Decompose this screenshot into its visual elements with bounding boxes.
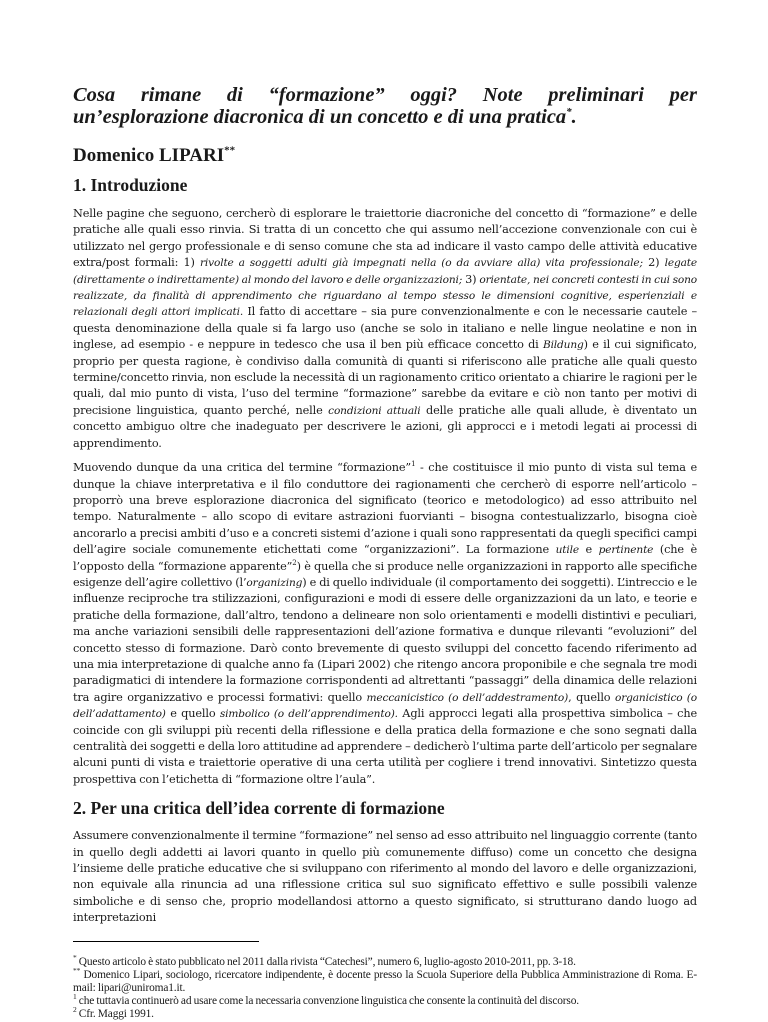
italic-run: orientate, nei concreti contesti in cui sono realizzate, da finalità di apprendimento che riguardano al tempo stesso le dimensioni cognitive, esperienziali e relazionali degli attori implicati. [73,273,698,319]
text-run: e quello [165,707,220,721]
text-run: Agli approcci legati alla prospettiva simbolica – che coincide con gli sviluppi più recenti della riflessione e della pratica della formazione e che sono segnati dalla centralità dei soggetti e della loro attitudine ad apprendere – dedicherò l’ultima parte dell’articolo per segnalare alcuni punti di vista e traiettorie operative di una certa utilità per cogliere i trend innovativi. Sintetizzo questa prospettiva con l’etichetta di “formazione oltre l’aula”. [73,707,697,786]
paragraph-2 [73,460,697,788]
footnote-separator [73,941,259,942]
italic-run: organizing [246,576,303,589]
title-word: oggi? [410,84,458,106]
text-run: Muovendo dunque da una critica del termine “formazione” [73,461,412,475]
paragraph-1 [73,206,697,452]
footnote-4 [73,1005,697,1021]
italic-run: organicistico (o dell’adattamento) [73,691,697,721]
italic-run: Bildung [542,339,584,352]
footnote-ref-1[interactable]: 1 [411,460,416,469]
text-run: ) e il cui significato, proprio per questa ragione, è condiviso dalla comunità di quanti si riferiscono alle pratiche alle quali questo termine/concetto rinvia, non esclude la necessità di un ragionamento critico orientato a chiarire le ragioni per le quali, dal mio punto di vista, l’uso del termine “formazione” sarebbe da evitare e ciò non tanto per motivi di precisione linguistica, quanto perché, nelle [73,338,697,417]
footnote-3 [73,992,697,1008]
text-run: 2) [642,256,665,270]
title-word: di [226,84,243,106]
footnote-text: Cfr. Maggi 1991. [76,1008,154,1021]
document-page [73,84,697,1022]
author-footnote-mark[interactable]: ** [224,144,236,157]
section-2-heading: 2. Per una critica dell’idea corrente di formazione [73,798,445,819]
title-footnote-mark[interactable]: * [566,106,572,119]
text-run: ) è quella che si produce nelle organizzazioni in rapporto alle specifiche esigenze dell’agire collettivo (l’ [73,559,697,589]
footnote-text: Questo articolo è stato pubblicato nel 2011 dalla rivista “Catechesi”, numero 6, luglio-agosto 2010-2011, pp. 3-18. [76,955,576,968]
author-text: Domenico LIPARI [73,145,225,166]
text-run: ) e di quello individuale (il comportamento dei soggetti). L’intreccio e le influenze reciproche tra stilizzazioni, configurazioni e modi di essere delle organizzazioni da un lato, e teorie e pratiche della formazione, dall’altro, tendono a delineare non solo orientamenti e modelli distintivi e peculiari, ma anche variazioni sensibili delle rappresentazioni dell’azione formativa e dunque rilevanti “evoluzioni” del concetto stesso di formazione. Darò conto brevemente di questo sviluppi del concetto facendo riferimento ad una mia interpretazione di qualche anno fa (Lipari 2002) che ritengo ancora proponibile e che segnala tre modi paradigmatici di intendere la formazione corrispondenti ad altrettanti “passaggi” della dinamica delle relazioni tra agire organizzativo e processi formativi: quello [73,575,697,704]
italic-run: meccanicistico (o dell’addestramento) [366,691,569,704]
text-run: delle pratiche alle quali allude, è diventato un concetto ambiguo oltre che inadeguato per descrivere le azioni, gli approcci e i metodi legati ai processi di apprendimento. [73,403,698,450]
footnote-ref-2[interactable]: 2 [292,558,297,567]
text-run: , quello [568,690,615,704]
author-name [73,145,697,167]
footnote-mark: * [73,952,77,962]
footnote-mark: 1 [73,992,77,1002]
title-word: preliminari [548,84,644,106]
italic-run: legate (direttamente o indirettamente) al mondo del lavoro e delle organizzazioni; [73,257,697,286]
title-word: per [669,84,697,106]
paragraph-3: Assumere convenzionalmente il termine “formazione” nel senso ad esso attribuito nel linguaggio corrente (tanto in quello degli addetti ai lavori quanto in quello più comunemente diffuso) come un concetto che designa l’insieme delle pratiche educative che si sviluppano con riferimento al mondo del lavoro e delle organizzazioni, non equivale alla rinuncia ad una riflessione critica sul suo significato effettivo e sulle possibili valenze simboliche e di senso che, proprio modellandosi attorno a questo significato, si strutturano dando luogo ad interpretazioni [73,829,697,925]
italic-run: simbolico (o dell’apprendimento). [219,708,398,721]
footnotes [73,952,697,1022]
text-run: Il fatto di accettare – sia pure convenzionalmente e con le necessarie cautele – questa denominazione della quale si fa largo uso (anche se solo in italiano e nelle lingue neolatine e non in inglese, ad esempio - e neppure in tedesco che usa il ben più efficace concetto di [73,305,697,352]
footnote-2 [73,966,697,995]
footnote-1 [73,952,697,969]
footnote-text: che tuttavia continuerò ad usare come la necessaria convenzione linguistica che consente la continuità del discorso. [76,995,579,1008]
title-word: Cosa [73,84,116,106]
text-run: Nelle pagine che seguono, cercherò di esplorare le traiettorie diacroniche del concetto di “formazione” e delle pratiche alle quali esso rinvia. Si tratta di un concetto che qui assumo nell’accezione convenzionale con cui è utilizzato nel gergo professionale e di senso comune che sta ad indicare il vasto campo delle attività educative extra/post formali: 1) [73,207,697,270]
title-word: Note [482,84,523,106]
title-period: . [571,106,577,128]
italic-run: utile [555,544,579,557]
title-line-2 [73,106,577,128]
text-run: - che costituisce il mio punto di vista sul tema e dunque la chiave interpretativa e il filo conduttore dei ragionamenti che cercherò di esporre nell’articolo – proporrò una breve esplorazione diacronica del significato (teorico e metodologico) ad esso attribuito nel tempo. Naturalmente – allo scopo di evitare astrazioni fuorvianti – bisogna contestualizzarlo, bisogna cioè ancorarlo a precisi ambiti d’uso e a concreti sistemi d’azione i quali sono rappresentati da quegli specifici campi dell’agire sociale comunemente etichettati come “organizzazioni”. La formazione [73,461,697,557]
paragraph-gap [73,452,697,460]
section-1-heading: 1. Introduzione [73,175,188,195]
footnote-mark: ** [73,966,81,976]
italic-run: rivolte a soggetti adulti già impegnati nella (o da avviare alla) vita professionale; [199,257,643,270]
text-run: 3) [462,272,480,286]
footnote-text: Domenico Lipari, sociologo, ricercatore indipendente, è docente presso la Scuola Superiore della Pubblica Amministrazione di Roma. E-mail: lipari@uniroma1.it. [73,968,697,995]
article-title [73,84,697,128]
text-run: e [578,543,599,557]
italic-run: condizioni attuali [328,404,421,417]
title-word: rimane [140,84,202,106]
italic-run: pertinente [598,544,654,557]
footnote-mark: 2 [73,1005,77,1015]
title-line-1 [73,84,697,106]
title-word: “formazione” [268,84,385,106]
text-run: (che è l’opposto della “formazione apparente” [73,543,698,573]
title-line-2-text: un’esplorazione diacronica di un concetto e di una pratica [73,106,567,128]
